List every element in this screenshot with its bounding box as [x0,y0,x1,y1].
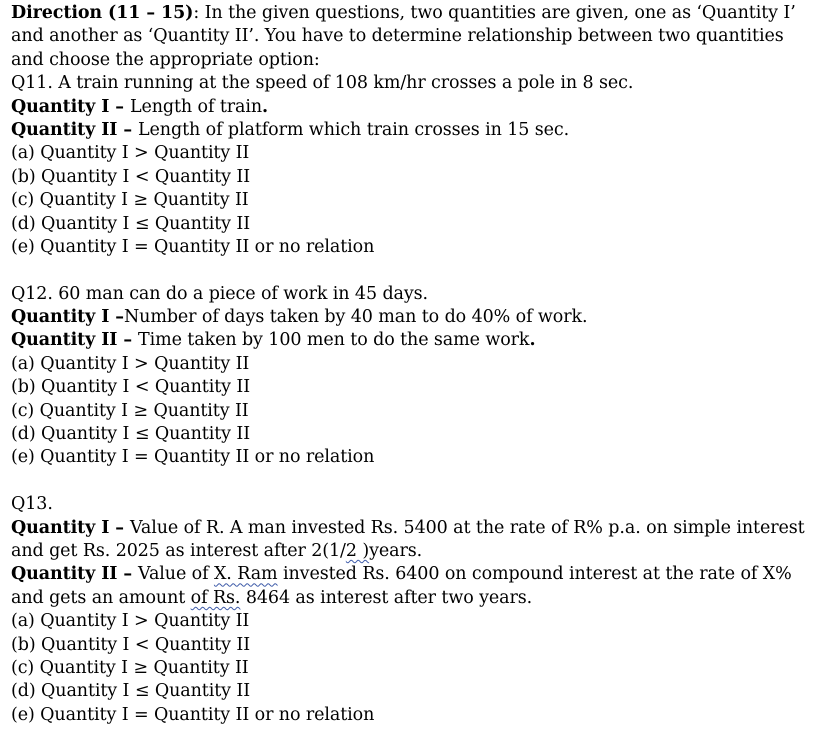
document [11,2,826,727]
direction-label: Direction (11 – 15) [11,3,194,23]
q11-option-a: (a) Quantity I > Quantity II [11,143,250,164]
q13-quantity-1-line-2 [11,540,826,563]
q13-quantity-1-text-cont: and get Rs. 2025 as interest after 2(1/ [11,540,346,561]
q12-option-c: (c) Quantity I ≥ Quantity II [11,400,249,421]
q12-quantity-2 [11,329,826,352]
q12-quantity-1-label: Quantity I – [11,307,124,328]
q11-quantity-1 [11,96,826,119]
direction-text: : In the given questions, two quantities are given, one as ‘Quantity I’ [193,3,796,23]
q11-option-c: (c) Quantity I ≥ Quantity II [11,190,249,211]
q13-spellcheck-x-ram: X. Ram [213,564,278,585]
q13-quantity-2-text-rest: invested Rs. 6400 on compound interest at the rate of X% [277,564,792,585]
q13-option-d: (d) Quantity I ≤ Quantity II [11,681,251,702]
q13-fraction-denominator: 2 ) [345,540,370,561]
q11-quantity-2-label: Quantity II – [11,119,139,140]
q11-option-b: (b) Quantity I < Quantity II [11,166,251,187]
q13-quantity-1-text-end: years. [369,540,423,561]
q13-quantity-2-text: Value of [138,564,214,585]
q12-option-d: (d) Quantity I ≤ Quantity II [11,424,251,445]
q13-spellcheck-of-rs: of Rs. [190,587,241,608]
q13-quantity-2-text-cont: and gets an amount [11,587,191,608]
q13-option-b: (b) Quantity I < Quantity II [11,634,251,655]
q13-option-a: (a) Quantity I > Quantity II [11,611,250,632]
q11-quantity-2 [11,119,826,142]
q11-quantity-1-period: . [262,96,269,117]
q11-quantity-1-text: Length of train [129,96,263,117]
spacer [11,259,826,282]
direction-line-1 [11,2,826,25]
q12-stem: Q12. 60 man can do a piece of work in 45 days. [11,283,429,304]
q13-quantity-2-text-end: 8464 as interest after two years. [240,587,533,608]
direction-line-3: and choose the appropriate option: [11,49,320,70]
q11-stem: Q11. A train running at the speed of 108 km/hr crosses a pole in 8 sec. [11,73,634,94]
q12-quantity-2-period: . [529,330,536,351]
q11-quantity-2-text: Length of platform which train crosses in 15 sec. [138,119,570,140]
q12-option-e: (e) Quantity I = Quantity II or no relation [11,447,375,468]
q13-quantity-1-label: Quantity I – [11,517,130,538]
direction-line-2: and another as ‘Quantity II’. You have to determine relationship between two quantities [11,26,784,47]
spacer [11,470,826,493]
q13-stem: Q13. [11,494,53,515]
q12-quantity-2-text: Time taken by 100 men to do the same work [138,330,530,351]
q13-option-c: (c) Quantity I ≥ Quantity II [11,657,249,678]
q13-quantity-2-label: Quantity II – [11,564,139,585]
q12-quantity-1 [11,306,826,329]
q13-quantity-1-line-1 [11,517,826,540]
q13-option-e: (e) Quantity I = Quantity II or no relation [11,704,375,725]
q13-quantity-2-line-1 [11,563,826,586]
q12-quantity-2-label: Quantity II – [11,330,139,351]
q13-quantity-2-line-2 [11,587,826,610]
q12-option-b: (b) Quantity I < Quantity II [11,377,251,398]
q13-quantity-1-text: Value of R. A man invested Rs. 5400 at the rate of R% p.a. on simple interest [129,517,805,538]
q11-option-d: (d) Quantity I ≤ Quantity II [11,213,251,234]
q12-option-a: (a) Quantity I > Quantity II [11,353,250,374]
q11-quantity-1-label: Quantity I – [11,96,130,117]
q12-quantity-1-text: Number of days taken by 40 man to do 40% of work. [123,307,588,328]
q11-option-e: (e) Quantity I = Quantity II or no relation [11,236,375,257]
